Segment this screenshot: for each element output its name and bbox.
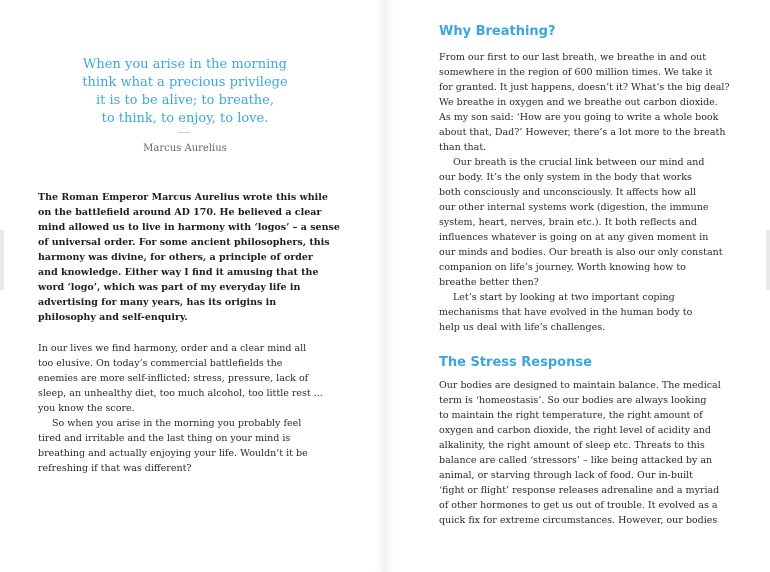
section-heading-why-breathing: Why Breathing? xyxy=(439,24,556,39)
text-line: ‘fight or flight’ response releases adrenaline and a myriad xyxy=(439,485,720,496)
text-line: somewhere in the region of 600 million times. We take it xyxy=(439,67,713,78)
text-line: you know the score. xyxy=(38,403,135,414)
why-breathing-text xyxy=(439,50,730,335)
text-line: Our breath is the crucial link between our mind and xyxy=(453,157,705,168)
quote-line: think what a precious privilege xyxy=(82,75,288,90)
text-line: about that, Dad?’ However, there’s a lot more to the breath xyxy=(439,127,726,138)
text-line: From our first to our last breath, we breathe in and out xyxy=(439,52,707,63)
text-line: our other internal systems work (digestion, the immune xyxy=(439,202,709,213)
text-line: refreshing if that was different? xyxy=(38,463,192,474)
text-line: harmony was divine, for others, a principle of order xyxy=(38,252,313,263)
quote-attribution: Marcus Aurelius xyxy=(143,143,227,154)
text-line: We breathe in oxygen and we breathe out carbon dioxide. xyxy=(439,97,718,108)
section-heading-stress-response: The Stress Response xyxy=(439,355,592,370)
text-line: The Roman Emperor Marcus Aurelius wrote this while xyxy=(38,192,328,203)
text-line: to maintain the right temperature, the right amount of xyxy=(439,410,703,421)
text-line: too elusive. On today’s commercial battlefields the xyxy=(38,358,283,369)
page-edge-right xyxy=(766,230,770,290)
intro-paragraph xyxy=(38,190,340,325)
page-edge-left xyxy=(0,230,4,290)
quote-line: to think, to enjoy, to love. xyxy=(101,111,269,126)
right-page xyxy=(386,0,770,572)
text-line: term is ‘homeostasis’. So our bodies are always looking xyxy=(439,395,707,406)
text-line: of other hormones to get us out of trouble. It evolved as a xyxy=(439,500,718,511)
text-line: word ‘logo’, which was part of my everyday life in xyxy=(38,282,301,293)
text-line: on the battlefield around AD 170. He believed a clear xyxy=(38,207,322,218)
text-line: mind allowed us to live in harmony with ‘logos’ – a sense xyxy=(38,222,340,233)
text-line: enemies are more self-inflicted: stress, pressure, lack of xyxy=(38,373,309,384)
text-line: our minds and bodies. Our breath is also our only constant xyxy=(439,247,723,258)
text-line: help us deal with life’s challenges. xyxy=(439,322,606,333)
text-line: both consciously and unconsciously. It affects how all xyxy=(439,187,697,198)
text-line: So when you arise in the morning you probably feel xyxy=(52,418,302,429)
text-line: and knowledge. Either way I find it amusing that the xyxy=(38,267,319,278)
text-line: oxygen and carbon dioxide, the right level of acidity and xyxy=(439,425,711,436)
text-line: Our bodies are designed to maintain balance. The medical xyxy=(439,380,721,391)
text-line: philosophy and self-enquiry. xyxy=(38,312,188,323)
text-line: influences whatever is going on at any given moment in xyxy=(439,232,709,243)
text-line: mechanisms that have evolved in the human body to xyxy=(439,307,693,318)
text-line: our body. It’s the only system in the body that works xyxy=(439,172,692,183)
text-line: sleep, an unhealthy diet, too much alcohol, too little rest ... xyxy=(38,388,323,399)
left-page xyxy=(0,0,384,572)
text-line: As my son said: ‘How are you going to write a whole book xyxy=(439,112,719,123)
text-line: In our lives we find harmony, order and a clear mind all xyxy=(38,343,307,354)
body-paragraph xyxy=(38,341,323,476)
text-line: companion on life’s journey. Worth knowing how to xyxy=(439,262,686,273)
text-line: balance are called ‘stressors’ – like being attacked by an xyxy=(439,455,713,466)
text-line: animal, or starving through lack of food. Our in-built xyxy=(439,470,693,481)
epigraph-quote xyxy=(40,56,330,128)
quote-divider xyxy=(178,132,190,133)
text-line: advertising for many years, has its origins in xyxy=(38,297,277,308)
quote-line: When you arise in the morning xyxy=(83,57,287,72)
quote-line: it is to be alive; to breathe, xyxy=(95,93,274,108)
text-line: of universal order. For some ancient philosophers, this xyxy=(38,237,330,248)
text-line: Let’s start by looking at two important coping xyxy=(453,292,675,303)
text-line: system, heart, nerves, brain etc.). It both reflects and xyxy=(439,217,697,228)
text-line: breathe better then? xyxy=(439,277,539,288)
text-line: than that. xyxy=(439,142,487,153)
text-line: for granted. It just happens, doesn’t it? What’s the big deal? xyxy=(439,82,730,93)
text-line: tired and irritable and the last thing on your mind is xyxy=(38,433,291,444)
stress-response-text xyxy=(439,378,721,528)
text-line: breathing and actually enjoying your life. Wouldn’t it be xyxy=(38,448,308,459)
text-line: alkalinity, the right amount of sleep etc. Threats to this xyxy=(439,440,705,451)
text-line: quick fix for extreme circumstances. However, our bodies xyxy=(439,515,718,526)
